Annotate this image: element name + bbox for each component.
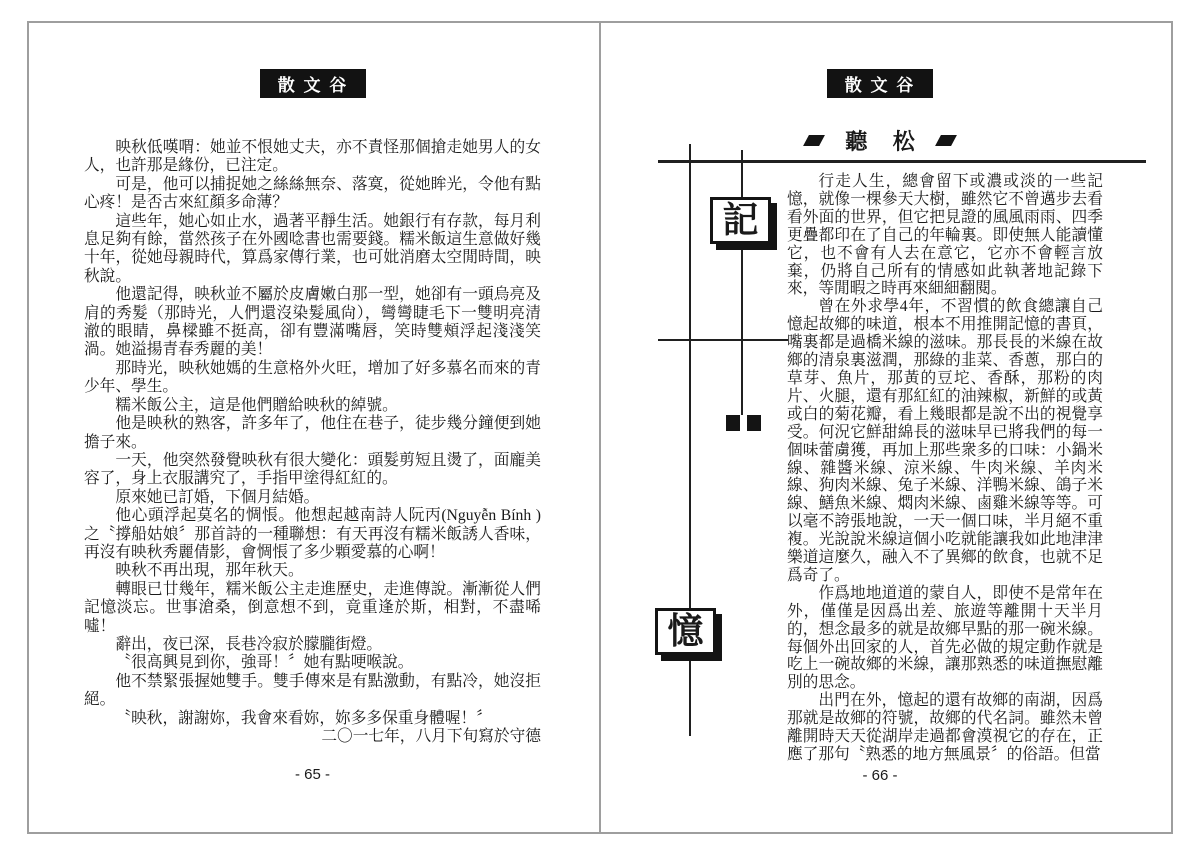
left-header-label: 散 文 谷 (277, 76, 349, 95)
margin-char-box-ji (710, 197, 771, 244)
paragraph: 〝很高興見到你，強哥！〞她有點哽喉說。 (115, 654, 414, 672)
margin-vertical-line-right (741, 150, 743, 415)
paragraph: 映秋低嘆喟：她並不恨她丈夫，亦不責怪那個搶走她男人的女人，也許那是緣份，已注定。 (84, 139, 541, 175)
paragraph: 糯米飯公主，這是他們贈給映秋的綽號。 (115, 396, 398, 414)
paragraph: 〝映秋，謝謝妳，我會來看妳，妳多多保重身體喔！〞 (115, 709, 492, 727)
right-header-label: 散 文 谷 (844, 76, 916, 95)
paragraph: 曾在外求學4年，不習慣的飲食總讓自己憶起故鄉的味道，根本不用推開記憶的書頁，嘴裏都是過橋米線的滋味。那長長的米線在故鄉的清泉裏滋潤，那綠的韭菜、香蔥，那白的草芽、魚片，那黃的豆坨、香酥，那粉的肉片、火腿，還有那紅紅的油辣椒，新鮮的或黃或白的菊花瓣，看上幾眼都是說不出的視覺享受。何況它鮮甜綿長的滋味早已將我們的每一個味蕾虜獲，再加上那些衆多的口味：小鍋米線、雜醬米線、涼米線、牛肉米線、羊肉米線、狗肉米線、兔子米線、洋鴨米線、鴿子米線、鱔魚米線、燜肉米線、鹵雞米線等等。可以毫不誇張地說，一天一個口味，半月絕不重複。光說說米線這個小吃就能讓我如此地津津樂道這麼久，融入不了異鄉的飲食，也就不足爲奇了。 (787, 298, 1103, 584)
paragraph: 可是，他可以捕捉她之絲絲無奈、落寞，從她眸光，令他有點心疼！是否古來紅顏多命薄？ (84, 175, 541, 212)
margin-char-box-yi (655, 608, 716, 655)
paragraph: 那時光，映秋她媽的生意格外火旺，增加了好多慕名而來的青少年、學生。 (84, 359, 541, 396)
paragraph: 原來她已訂婚，下個月結婚。 (115, 488, 320, 506)
paragraph: 一天，他突然發覺映秋有很大變化：頭髮剪短且燙了，面龐美容了，身上衣服講究了，手指甲塗得紅紅的。 (84, 451, 541, 488)
paragraph: 這些年，她心如止水，過著平靜生活。她銀行有存款，每月利息足夠有餘，當然孩子在外國唸書也需要錢。糯米飯這生意做好幾十年，從她母親時代，算爲家傳行業，也可妣消磨太空閒時間，映秋說。 (84, 212, 541, 285)
left-body-text (84, 139, 541, 746)
right-header-box (827, 69, 933, 98)
article-title: 聽 松 (845, 128, 925, 154)
right-body-text (787, 173, 1103, 764)
paragraph: 他是映秋的熟客，許多年了，他住在巷子，徒步幾分鐘便到她擔子來。 (84, 415, 541, 451)
paragraph: 他還記得，映秋並不屬於皮膚嫩白那一型，她卻有一頭烏亮及肩的秀髮（那時光，人們還沒染髮風尙），彎彎睫毛下一雙明亮清澈的眼睛，鼻樑雖不挺高，卻有豐滿嘴唇，笑時雙頰浮起淺淺笑渦。她溢揚青春秀麗的美！ (84, 286, 541, 359)
title-rule (658, 160, 1146, 163)
article-title-row (730, 126, 1030, 154)
paragraph: 映秋不再出現，那年秋天。 (115, 562, 304, 580)
square-ornament-right-icon (747, 415, 761, 431)
paragraph: 他不禁緊張握她雙手。雙手傳來是有點激動，有點冷，她沒拒絕。 (84, 672, 541, 709)
paragraph: 行走人生，總會留下或濃或淡的一些記憶，就像一棵參天大樹，雖然它不曾邁步去看看外面的世界，但它把見證的風風雨雨、四季更疊都印在了自己的年輪裏。即使無人能讀懂它，也不會有人去在意它，它亦不會輕言放棄，仍將自己所有的情感如此執著地記錄下來，等閒暇之時再來細細翻閱。 (787, 173, 1103, 298)
margin-char-ji: 記 (722, 199, 759, 241)
paragraph: 出門在外，憶起的還有故鄉的南湖，因爲那就是故鄉的符號，故鄉的代名詞。雖然未曾離開時天天從湖岸走過都會漠視它的存在，正應了那句〝熟悉的地方無風景〞的俗語。但當 (787, 692, 1103, 763)
left-header-box (260, 69, 366, 98)
paragraph: 轉眼已廿幾年，糯米飯公主走進歷史，走進傳說。漸漸從人們記憶淡忘。世事滄桑，倒意想不到，竟重逢於斯，相對，不盡唏噓！ (84, 580, 541, 635)
title-mark-right-icon (935, 135, 957, 146)
title-mark-left-icon (803, 135, 825, 146)
margin-cross-line (658, 339, 788, 341)
right-page-number: - 66 - (862, 767, 898, 784)
margin-char-yi: 憶 (667, 610, 704, 652)
paragraph: 作爲地地道道的蒙自人，即使不是常年在外，僅僅是因爲出差、旅遊等離開十天半月的，想念最多的就是故鄉早點的那一碗米線。每個外出回家的人，首先必做的規定動作就是吃上一碗故鄉的米線，讓那熟悉的味道撫慰離別的思念。 (787, 584, 1103, 692)
left-paragraphs (84, 139, 541, 728)
right-paragraphs (787, 173, 1103, 764)
date-line: 二〇一七年，八月下旬寫於守德 (321, 728, 541, 745)
paragraph: 他心頭浮起莫名的惆悵。他想起越南詩人阮丙(Nguyễn Bính )之〝撐船姑娘〞那首詩的一種聯想：有天再沒有糯米飯誘人香味，再沒有映秋秀麗倩影，會惆悵了多少顆愛慕的心啊！ (84, 507, 541, 561)
paragraph: 辭出，夜已深，長巷冷寂於朦朧街燈。 (115, 635, 383, 653)
left-page-number: - 65 - (294, 766, 330, 783)
square-ornament-left-icon (726, 415, 740, 431)
center-divider (599, 21, 601, 834)
